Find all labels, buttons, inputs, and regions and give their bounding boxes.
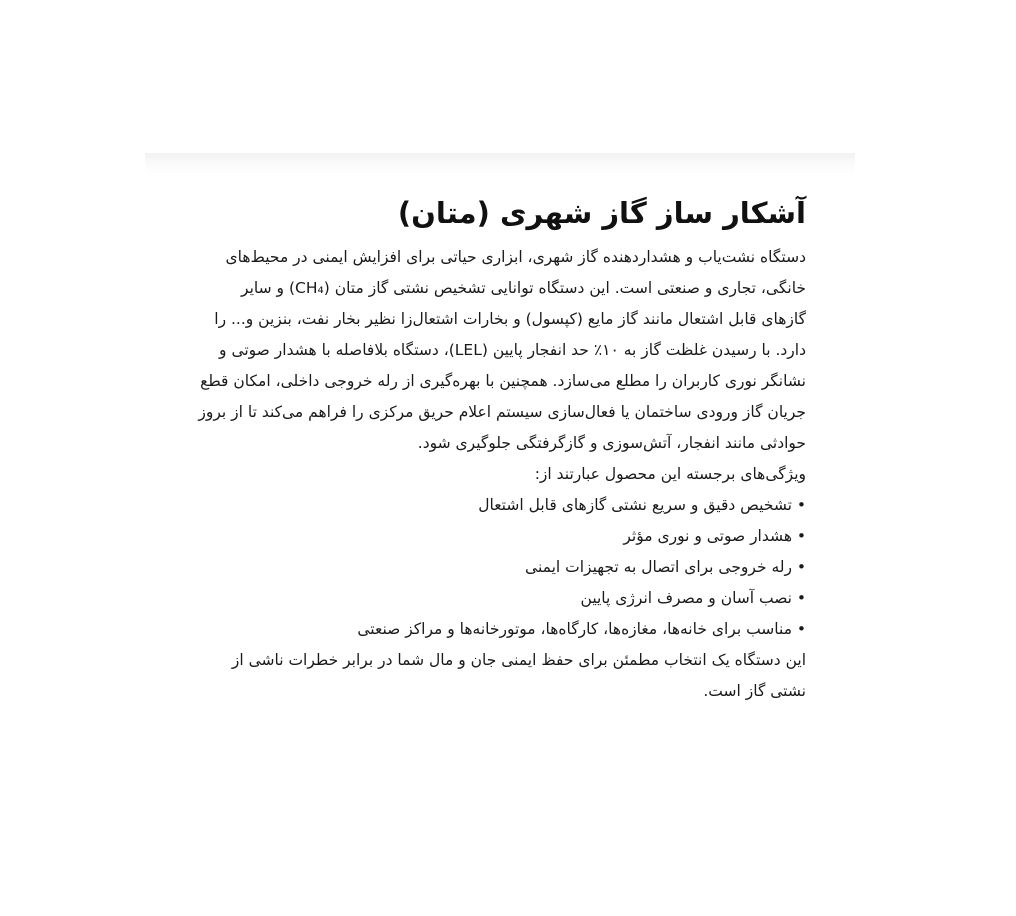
bullet-icon: • (796, 496, 806, 514)
features-list (198, 490, 806, 645)
feature-item (198, 552, 806, 583)
bullet-icon: • (796, 527, 806, 545)
feature-item (198, 490, 806, 521)
feature-item (198, 521, 806, 552)
feature-item (198, 583, 806, 614)
feature-text: مناسب برای خانه‌ها، مغازه‌ها، کارگاه‌ها، موتورخانه‌ها و مراکز صنعتی (357, 620, 792, 638)
feature-text: نصب آسان و مصرف انرژی پایین (580, 589, 792, 607)
feature-text: رله خروجی برای اتصال به تجهیزات ایمنی (525, 558, 792, 576)
feature-item (198, 614, 806, 645)
features-heading: ویژگی‌های برجسته این محصول عبارتند از: (534, 465, 806, 483)
conclusion-paragraph: این دستگاه یک انتخاب مطمئن برای حفظ ایمنی جان و مال شما در برابر خطرات ناشی از نشتی گاز است. (231, 651, 806, 700)
bullet-icon: • (796, 558, 806, 576)
article (198, 188, 806, 707)
bullet-icon: • (796, 589, 806, 607)
intro-paragraph: دستگاه نشت‌یاب و هشداردهنده گاز شهری، ابزاری حیاتی برای افزایش ایمنی در محیط‌های خانگی، تجاری و صنعتی است. این دستگاه توانایی تشخیص نشتی گاز متان (CH₄) و سایر گازهای قابل اشتعال مانند گاز مایع (کپسول) و بخارات اشتعال‌زا نظیر بخار نفت، بنزین و... را دارد. با رسیدن غلظت گاز به ۱۰٪ حد انفجار پایین (LEL)، دستگاه بلافاصله با هشدار صوتی و نشانگر نوری کاربران را مطلع می‌سازد. همچنین با بهره‌گیری از رله خروجی داخلی، امکان قطع جریان گاز ورودی ساختمان یا فعال‌سازی سیستم اعلام حریق مرکزی را فراهم می‌کند تا از بروز حوادثی مانند انفجار، آتش‌سوزی و گازگرفتگی جلوگیری شود. (198, 248, 806, 452)
feature-text: هشدار صوتی و نوری مؤثر (623, 527, 792, 545)
feature-text: تشخیص دقیق و سریع نشتی گازهای قابل اشتعال (478, 496, 792, 514)
bullet-icon: • (796, 620, 806, 638)
page-title: آشکار ساز گاز شهری (متان) (397, 196, 806, 230)
